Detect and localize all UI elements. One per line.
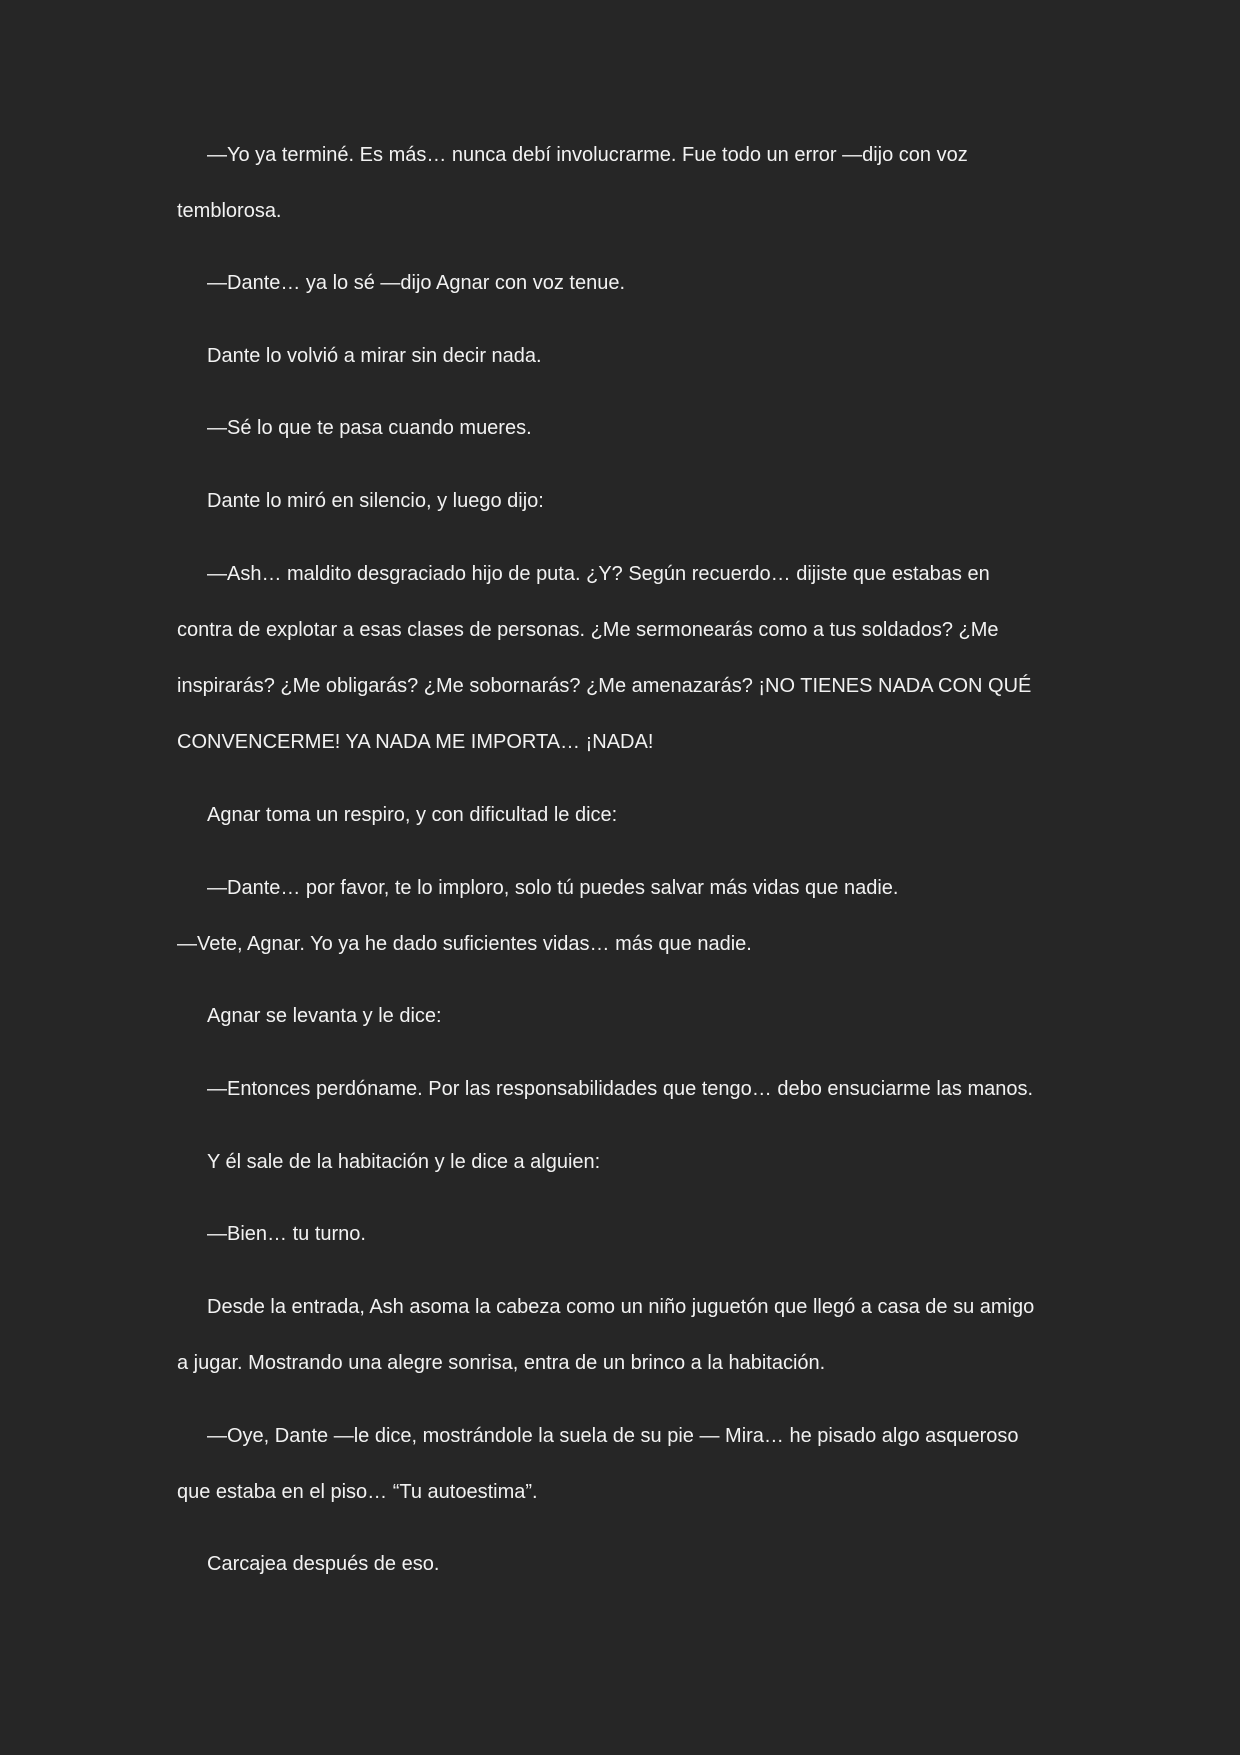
text-line: —Vete, Agnar. Yo ya he dado suficientes vidas… más que nadie. [177, 933, 752, 955]
text-line: temblorosa. [177, 200, 282, 222]
text-line: —Ash… maldito desgraciado hijo de puta. ¿Y? Según recuerdo… dijiste que estabas en [207, 563, 990, 585]
text-line: inspirarás? ¿Me obligarás? ¿Me sobornarás? ¿Me amenazarás? ¡NO TIENES NADA CON QUÉ [177, 675, 1032, 697]
text-line: que estaba en el piso… “Tu autoestima”. [177, 1481, 538, 1503]
text-line: —Bien… tu turno. [207, 1223, 366, 1245]
text-line: —Yo ya terminé. Es más… nunca debí involucrarme. Fue todo un error —dijo con voz [207, 144, 968, 166]
text-line: —Dante… por favor, te lo imploro, solo tú puedes salvar más vidas que nadie. [207, 877, 899, 899]
text-line: —Sé lo que te pasa cuando mueres. [207, 417, 532, 439]
text-line: Carcajea después de eso. [207, 1553, 440, 1575]
text-line: Desde la entrada, Ash asoma la cabeza como un niño juguetón que llegó a casa de su amigo [207, 1296, 1035, 1318]
text-line: Dante lo volvió a mirar sin decir nada. [207, 345, 542, 367]
text-line: —Entonces perdóname. Por las responsabilidades que tengo… debo ensuciarme las manos. [207, 1078, 1034, 1100]
text-line: Agnar toma un respiro, y con dificultad le dice: [207, 804, 618, 826]
text-line: —Dante… ya lo sé —dijo Agnar con voz tenue. [207, 272, 626, 294]
text-line: CONVENCERME! YA NADA ME IMPORTA… ¡NADA! [177, 731, 654, 753]
text-line: Dante lo miró en silencio, y luego dijo: [207, 490, 544, 512]
text-line: Agnar se levanta y le dice: [207, 1005, 442, 1027]
text-line: a jugar. Mostrando una alegre sonrisa, entra de un brinco a la habitación. [177, 1352, 826, 1374]
text-line: contra de explotar a esas clases de personas. ¿Me sermonearás como a tus soldados? ¿Me [177, 619, 999, 641]
text-line: Y él sale de la habitación y le dice a alguien: [207, 1151, 601, 1173]
text-line: —Oye, Dante —le dice, mostrándole la suela de su pie — Mira… he pisado algo asqueroso [207, 1425, 1019, 1447]
